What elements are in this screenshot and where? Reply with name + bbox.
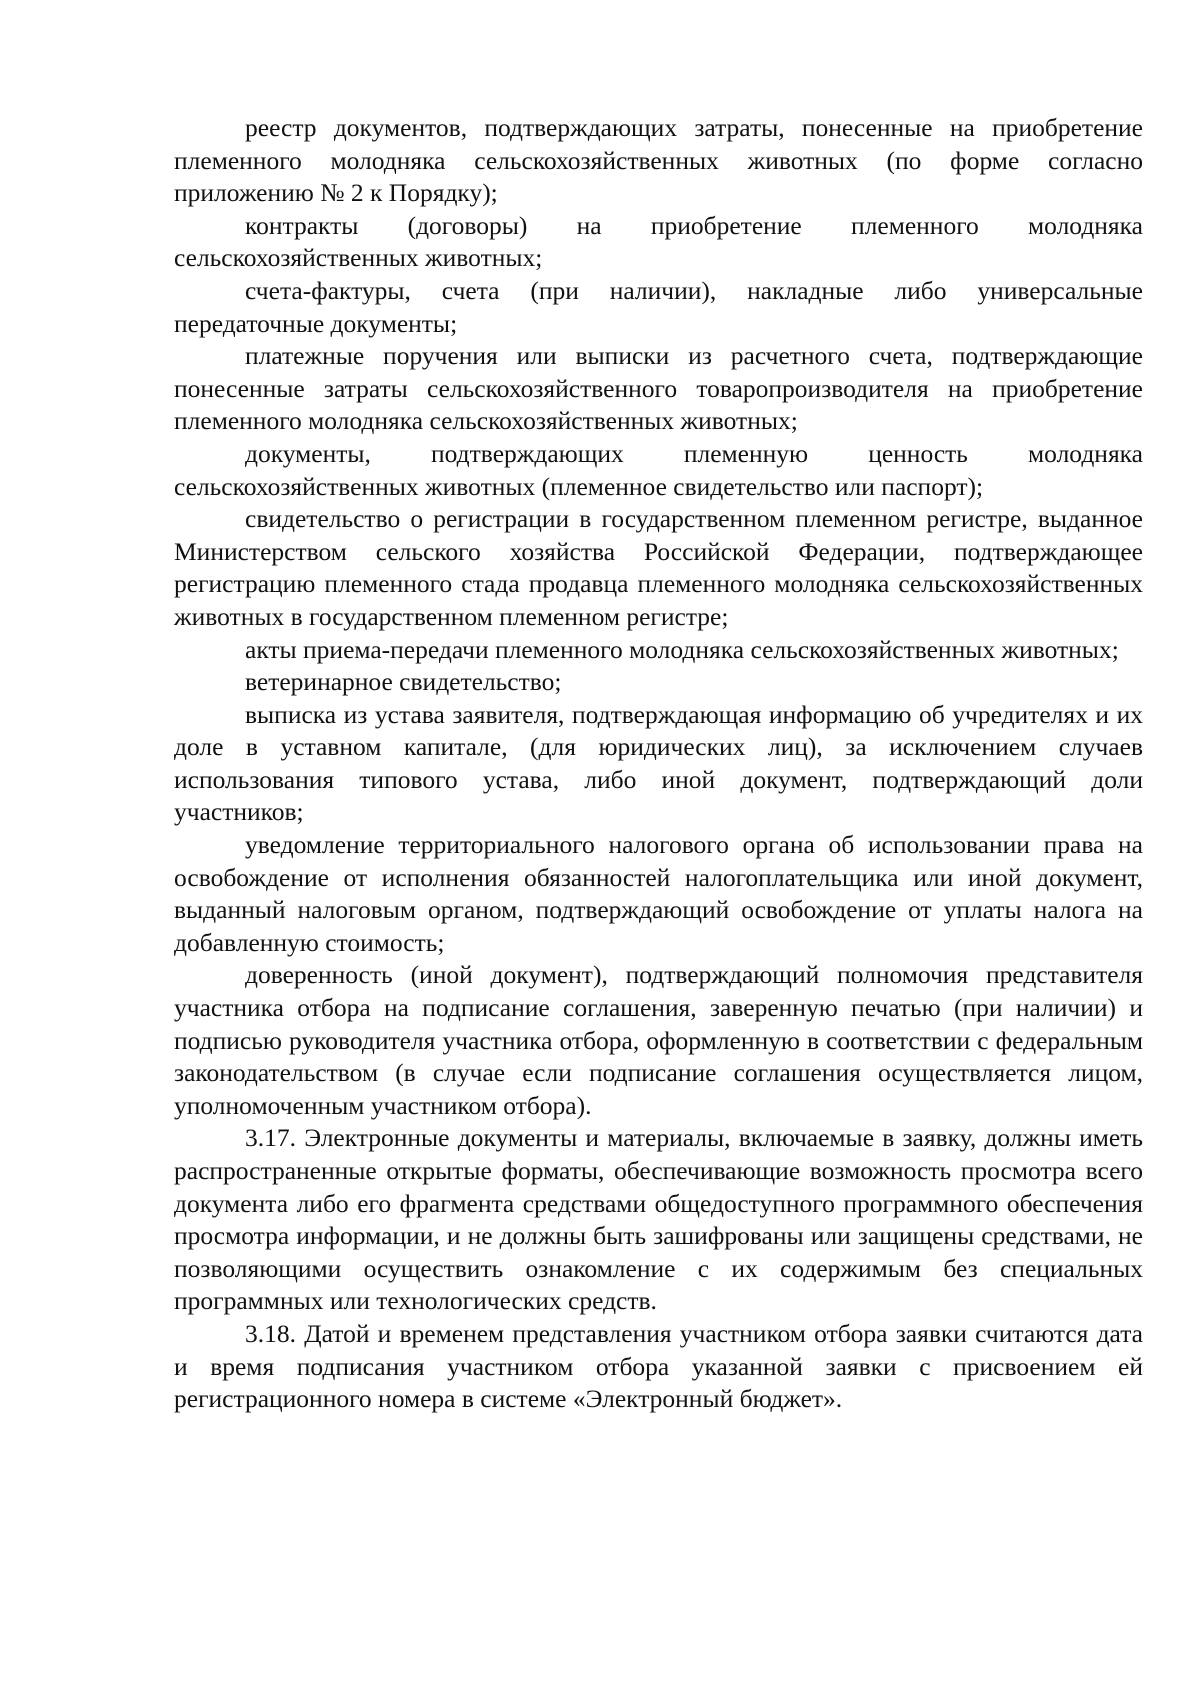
paragraph-tax-notice: уведомление территориального налогового органа об использовании права на освобождение от исполнения обязанностей налогоплательщика или иной документ, выданный налоговым органом, подтверждающий освобождение от уплаты налога на добавленную стоимость; [174, 830, 1143, 957]
paragraph-transfer-acts: акты приема-передачи племенного молодняка сельскохозяйственных животных; [245, 634, 1119, 664]
paragraph-veterinary-certificate: ветеринарное свидетельство; [245, 667, 562, 697]
paragraph-invoices: счета-фактуры, счета (при наличии), накладные либо универсальные передаточные документы; [174, 275, 1143, 338]
paragraph-registration-certificate: свидетельство о регистрации в государственном племенном регистре, выданное Министерством сельского хозяйства Российской Федерации, подтверждающее регистрацию племенного стада продавца племенного молодняка сельскохозяйственных животных в государственном племенном регистре; [174, 504, 1143, 631]
paragraph-payment-orders: платежные поручения или выписки из расчетного счета, подтверждающие понесенные затраты сельскохозяйственного товаропроизводителя на приобретение племенного молодняка сельскохозяйственных животных; [174, 341, 1143, 436]
paragraph-power-of-attorney: доверенность (иной документ), подтверждающий полномочия представителя участника отбора на подписание соглашения, заверенную печатью (при наличии) и подписью руководителя участника отбора, оформленную в соответствии с федеральным законодательством (в случае если подписание соглашения осуществляется лицом, уполномоченным участником отбора). [174, 960, 1143, 1120]
paragraph-breeding-value-documents: документы, подтверждающих племенную ценность молодняка сельскохозяйственных животных (племенное свидетельство или паспорт); [174, 438, 1143, 501]
paragraph-registry: реестр документов, подтверждающих затраты, понесенные на приобретение племенного молодняка сельскохозяйственных животных (по форме согласно приложению № 2 к Порядку); [174, 113, 1143, 208]
paragraph-section-3-17: 3.17. Электронные документы и материалы, включаемые в заявку, должны иметь распространенные открытые форматы, обеспечивающие возможность просмотра всего документа либо его фрагмента средствами общедоступного программного обеспечения просмотра информации, и не должны быть зашифрованы или защищены средствами, не позволяющими осуществить ознакомление с их содержимым без специальных программных или технологических средств. [174, 1123, 1143, 1316]
document-page [174, 112, 1143, 1416]
paragraph-contracts: контракты (договоры) на приобретение племенного молодняка сельскохозяйственных животных; [174, 210, 1143, 273]
paragraph-charter-extract: выписка из устава заявителя, подтверждающая информацию об учредителях и их доле в уставном капитале, (для юридических лиц), за исключением случаев использования типового устава, либо иной документ, подтверждающий доли участников; [174, 699, 1143, 827]
paragraph-section-3-18: 3.18. Датой и временем представления участником отбора заявки считаются дата и время подписания участником отбора указанной заявки с присвоением ей регистрационного номера в системе «Электронный бюджет». [174, 1318, 1143, 1414]
